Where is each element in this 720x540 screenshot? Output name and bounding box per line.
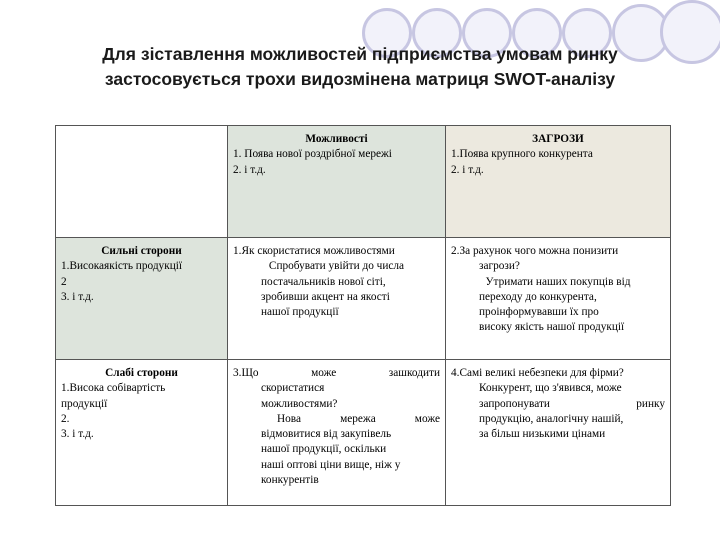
title-line-2: застосовується трохи видозмінена матриця SWOT-аналізу — [104, 69, 616, 89]
wo-line-6: нашої продукції, оскільки — [261, 443, 387, 456]
threat-item-1: 1.Поява крупного конкурента — [451, 148, 593, 161]
strengths-title: Сильні сторони — [101, 245, 182, 257]
st-line-4: переходу до конкурента, — [479, 290, 597, 303]
opportunities-title: Можливості — [305, 133, 368, 145]
opportunities-header-cell — [228, 126, 446, 238]
wo-question: 3.Що може зашкодити — [233, 367, 440, 379]
threats-header-cell — [446, 126, 671, 238]
wo-line-7: наші оптові ціни вище, ніж у — [261, 458, 401, 471]
threat-item-2: 2. і т.д. — [451, 163, 484, 176]
st-question: 2.За рахунок чого можна понизити — [451, 245, 619, 257]
so-line-4: зробивши акцент на якості — [261, 290, 390, 303]
so-line-3: постачальників нової сіті, — [261, 275, 386, 288]
threats-title: ЗАГРОЗИ — [532, 133, 584, 145]
weakness-item-3: 3. і т.д. — [61, 428, 94, 441]
strength-item-3: 3. і т.д. — [61, 290, 94, 303]
weaknesses-cell — [56, 360, 228, 506]
wo-line-4: Нова мережа може — [277, 412, 440, 425]
slide-title — [40, 42, 680, 92]
weakness-item-1-cont: продукції — [61, 397, 108, 410]
wo-line-8: конкурентів — [261, 474, 319, 487]
opportunity-item-1: 1. Поява нової роздрібної мережі — [233, 148, 392, 161]
strength-item-2: 2 — [61, 275, 67, 288]
wo-strategy-cell — [228, 360, 446, 506]
wt-line-2: Конкурент, що з'явився, може — [479, 382, 622, 395]
wo-line-2: скористатися — [261, 382, 325, 395]
opportunity-item-2: 2. і т.д. — [233, 163, 266, 176]
st-line-6: високу якість нашої продукції — [479, 321, 625, 334]
wt-line-5: за більш низькими цінами — [479, 428, 606, 441]
corner-cell — [56, 126, 228, 238]
wt-line-4: продукцію, аналогічну нашій, — [479, 412, 624, 425]
st-strategy-cell — [446, 238, 671, 360]
weaknesses-title: Слабі сторони — [105, 367, 178, 379]
st-line-3: Утримати наших покупців від — [485, 275, 631, 288]
wo-line-3: можливостями? — [261, 397, 338, 410]
weakness-item-1: 1.Висока собівартість — [61, 382, 166, 395]
strengths-cell — [56, 238, 228, 360]
weakness-item-2: 2. — [61, 412, 70, 425]
st-line-2: загрози? — [479, 260, 520, 273]
wt-line-3: запропонувати ринку — [479, 397, 665, 410]
so-question: 1.Як скористатися можливостями — [233, 245, 395, 257]
st-line-5: проінформувавши їх про — [479, 306, 599, 319]
title-line-1: Для зіставлення можливостей підприємства умовам ринку — [102, 44, 618, 64]
wt-strategy-cell — [446, 360, 671, 506]
swot-matrix — [55, 125, 671, 506]
so-line-5: нашої продукції — [261, 306, 339, 319]
strength-item-1: 1.Високаякість продукції — [61, 260, 183, 273]
so-line-2: Спробувати увійти до числа — [268, 260, 405, 273]
so-strategy-cell — [228, 238, 446, 360]
wo-line-5: відмовитися від закупівель — [261, 428, 392, 441]
wt-question: 4.Самі великі небезпеки для фірми? — [451, 367, 624, 379]
